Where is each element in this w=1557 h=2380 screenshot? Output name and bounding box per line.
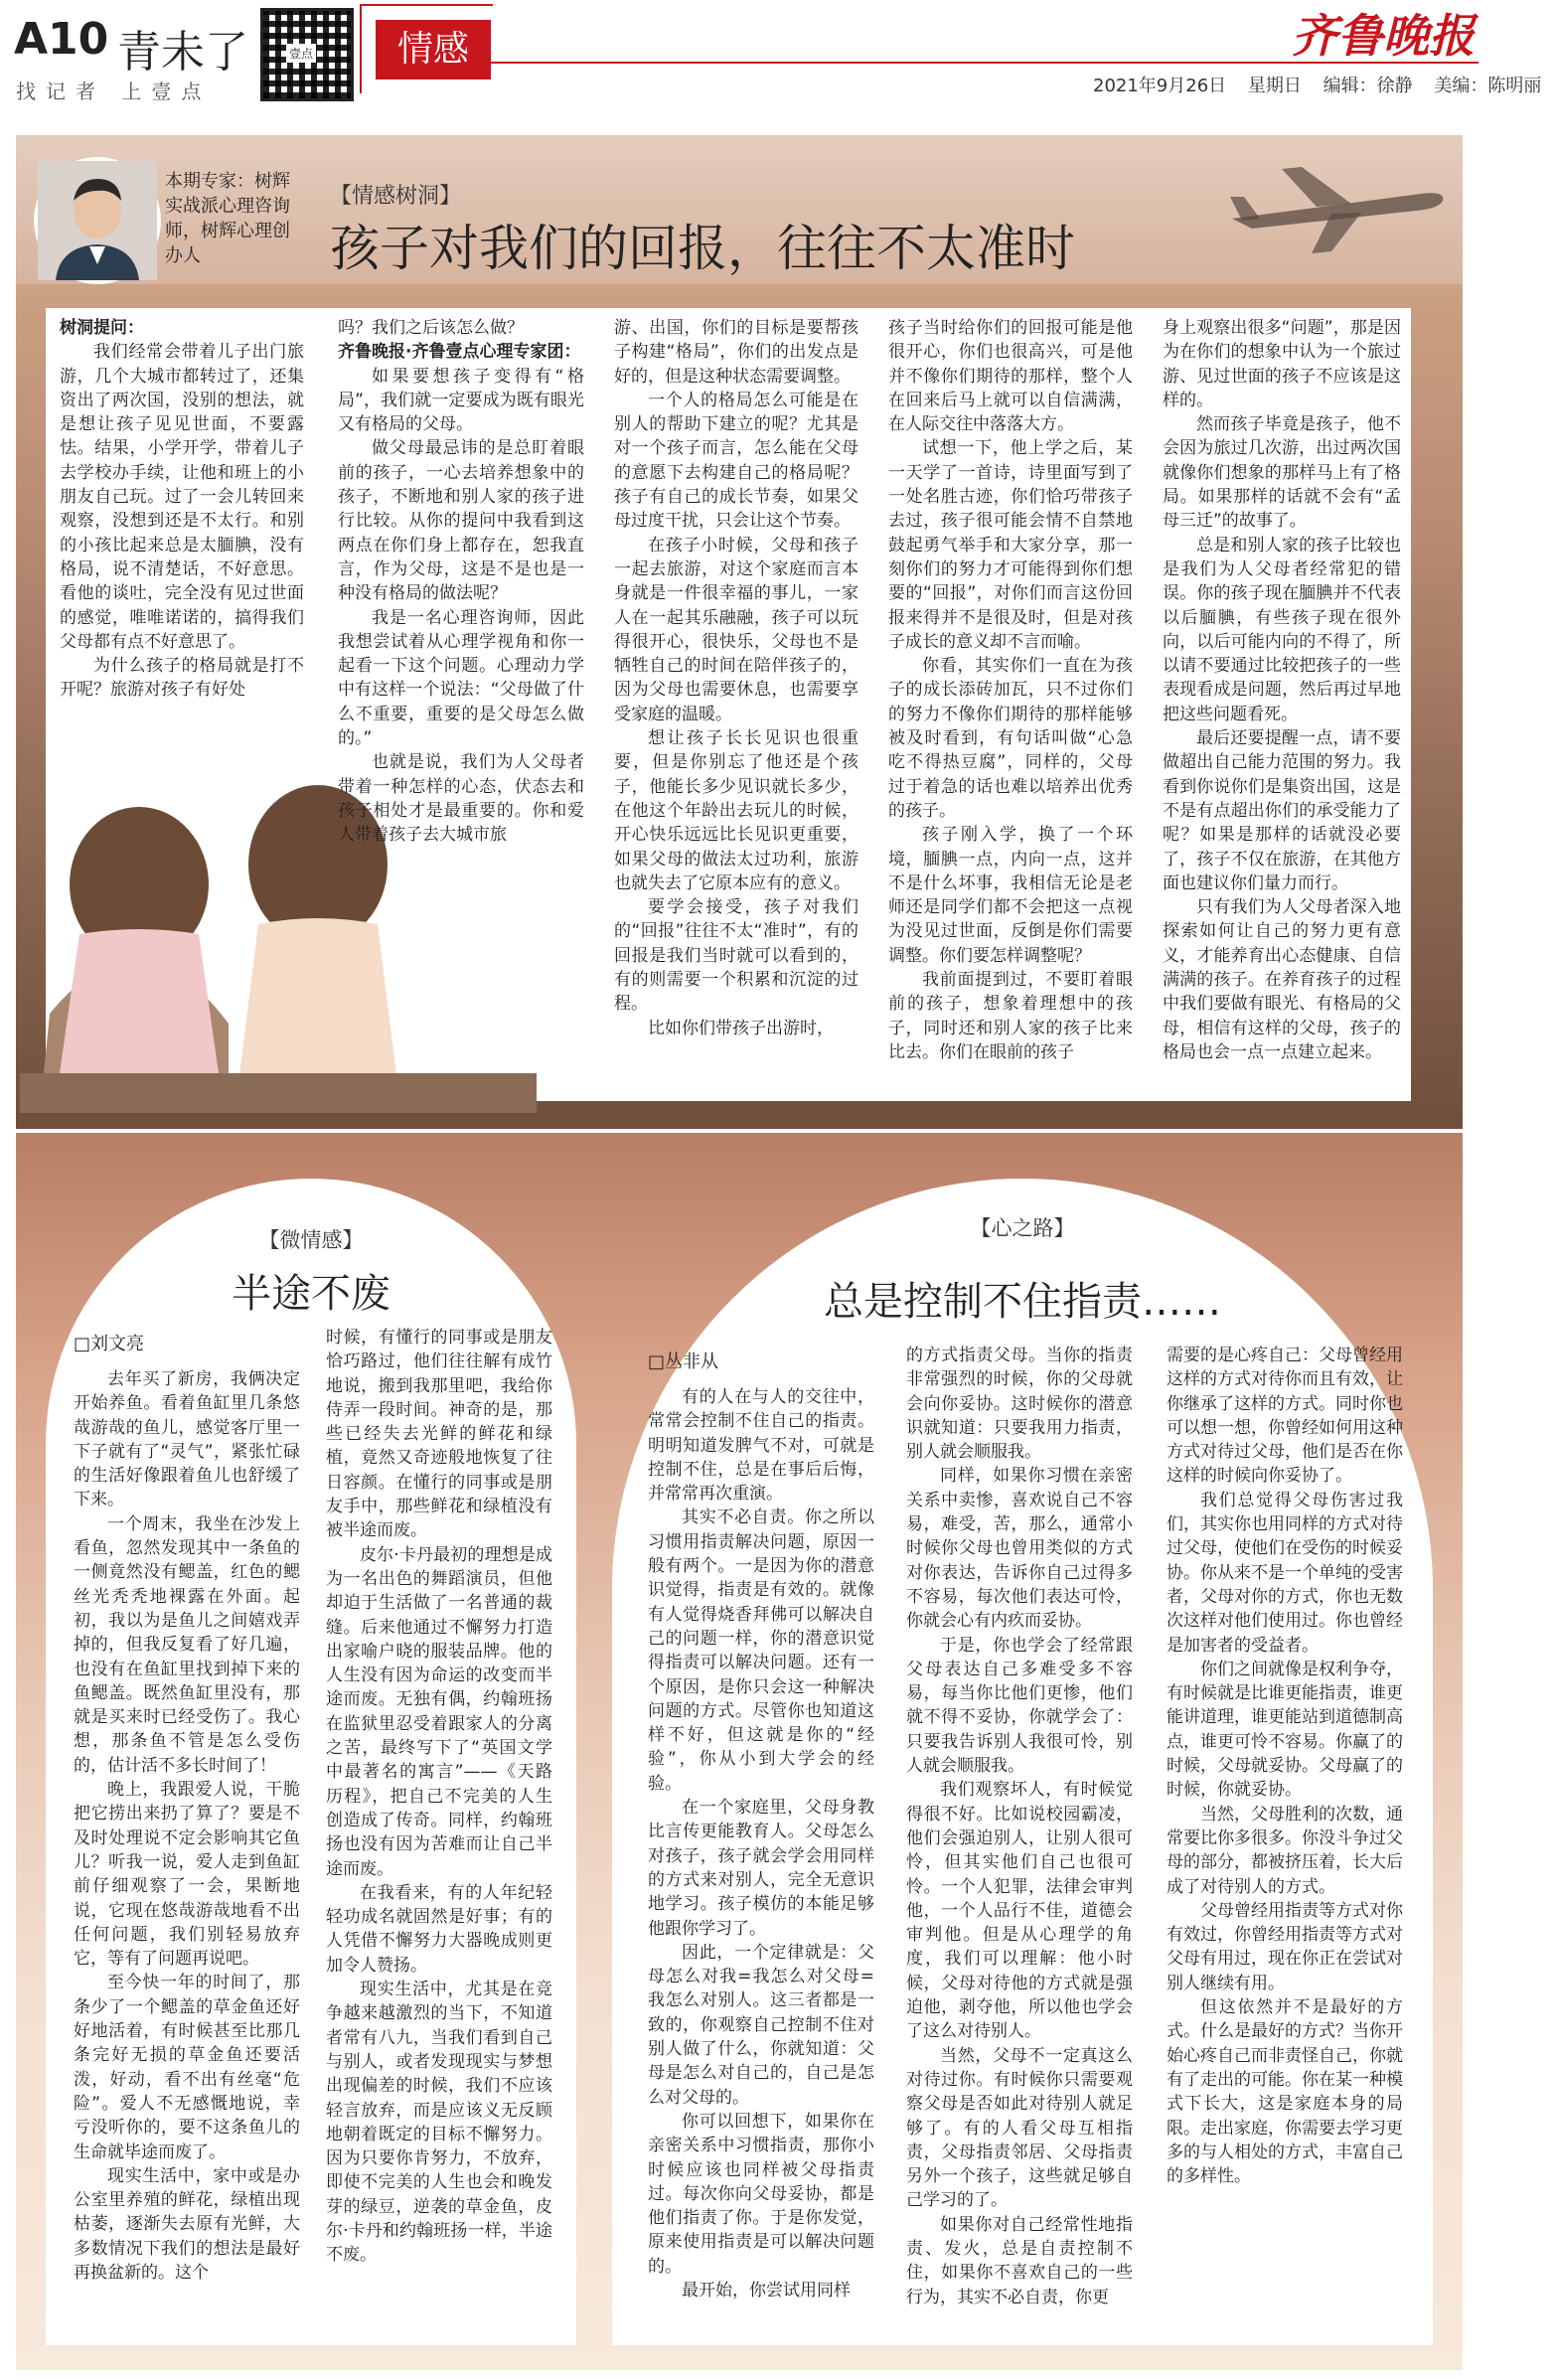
paragraph: 孩子当时给你们的回报可能是他很开心，你们也很高兴，可是他并不像你们期待的那样，整个人在回来后马上就可以自信满满，在人际交往中落落大方。 xyxy=(888,318,1133,435)
feature-column-3 xyxy=(614,316,858,1091)
story-b-column-1 xyxy=(648,1385,874,2321)
paragraph: 至今快一年的时间了，那条少了一个鳃盖的草金鱼还好好地活着，有时候甚至比那几条完好无损的草金鱼还要活泼，好动，看不出有丝毫“危险”。爱人不无感慨地说，幸亏没听你的，要不这条鱼儿的生命就毕途而废了。 xyxy=(74,1973,300,2162)
paragraph: 其实不必自责。你之所以习惯用指责解决问题，原因一般有两个。一是因为你的潜意识觉得，指责是有效的。就像有人觉得烧香拜佛可以解决自己的问题一样，你的潜意识觉得指责可以解决问题。还有一个原因，是你只会这一种解决问题的方式。尽管你也知道这样不好，但这就是你的“经验”，你从小到大学会的经验。 xyxy=(648,1507,874,1794)
paragraph: 你看，其实你们一直在为孩子的成长添砖加瓦，只不过你们的努力不像你们期待的那样能够被及时看到，有句话叫做“心急吃不得热豆腐”，同样的，父母过于着急的话也难以培养出优秀的孩子。 xyxy=(888,656,1133,821)
paragraph: 游、出国，你们的目标是要帮孩子构建“格局”，你们的出发点是好的，但是这种状态需要调整。 xyxy=(614,318,858,387)
paragraph: 时候，有懂行的同事或是朋友恰巧路过，他们往往解有成竹地说，搬到我那里吧，我给你侍弄一段时间。神奇的是，那些已经失去光鲜的鲜花和绿植，竟然又奇迹般地恢复了往日容颜。在懂行的同事或是朋友手中，那些鲜花和绿植没有被半途而废。 xyxy=(326,1328,552,1541)
issue-info xyxy=(1093,72,1557,97)
paragraph: 因此，一个定律就是：父母怎么对我=我怎么对父母=我怎么对别人。这三者都是一致的，你观察自己控制不住对别人做了什么，你就知道：父母是怎么对自己的，自己是怎么对父母的。 xyxy=(648,1942,874,2108)
page-header xyxy=(0,0,1542,139)
story-b-byline: □丛非从 xyxy=(648,1351,719,1372)
paragraph: 我们经常会带着儿子出门旅游，几个大城市都转过了，还集资出了两次国，没别的想法，就是想让孩子见见世面，不要露怯。结果，小学开学，带着儿子去学校办手续，让他和班上的小朋友自己玩。过了一会儿转回来观察，没想到还是不太行。和别的小孩比起来总是太腼腆，没有格局，说不清楚话，不好意思。看他的谈吐，完全没有见过世面的感觉，唯唯诺诺的，搞得我们父母都有点不好意思了。 xyxy=(60,342,304,652)
paragraph: 想让孩子长长见识也很重要，但是你别忘了他还是个孩子，他能长多少见识就长多少，在他这个年龄出去玩儿的时候，开心快乐远远比长见识更重要，如果父母的做法太过功利，旅游也就失去了它原本应有的意义。 xyxy=(614,728,858,893)
paragraph: 但这依然并不是最好的方式。什么是最好的方式？当你开始心疼自己而非责怪自己，你就有了走出的可能。你在某一种模式下长大，这是家庭本身的局限。走出家庭，你需要去学习更多的与人相处的方式，丰富自己的多样性。 xyxy=(1167,1997,1403,2187)
paragraph: 我前面提到过，不要盯着眼前的孩子，想象着理想中的孩子，同时还和别人家的孩子比来比去。你们在眼前的孩子 xyxy=(888,970,1133,1062)
paragraph: 试想一下，他上学之后，某一天学了一首诗，诗里面写到了一处名胜古迹，你们恰巧带孩子去过，孩子很可能会情不自禁地鼓起勇气举手和大家分享，那一刻你们的努力才可能得到你们想要的“回报”，对你们而言这份回报来得并不是很及时，但是对孩子成长的意义却不言而喻。 xyxy=(888,438,1133,652)
paragraph: 我们总觉得父母伤害过我们，其实你也用同样的方式对待过父母，使他们在受伤的时候妥协。你从来不是一个单纯的受害者，父母对你的方式，你也无数次这样对他们使用过。你也曾经是加害者的受益者。 xyxy=(1167,1490,1403,1656)
section-slogan: 找记者 上壹点 xyxy=(16,79,212,103)
paragraph: 最后还要提醒一点，请不要做超出自己能力范围的努力。我看到你说你们是集资出国，这是不是有点超出你们的承受能力了呢？如果是那样的话就没必要了，孩子不仅在旅游，在其他方面也建议你们量力而行。 xyxy=(1163,728,1401,893)
story-a-column-1 xyxy=(74,1367,300,2321)
paragraph: 在我看来，有的人年纪轻轻功成名就固然是好事；有的人凭借不懈努力大器晚成则更加令人赞扬。 xyxy=(326,1882,552,1976)
story-a-column-2 xyxy=(326,1326,552,2321)
story-a-title: 半途不废 xyxy=(232,1271,390,1317)
feature-column-2 xyxy=(338,316,584,1091)
paragraph: 现实生活中，尤其是在竞争越来越激烈的当下，不知道者常有八九，当我们看到自己与别人，或者发现现实与梦想出现偏差的时候，我们不应该轻言放弃，而是应该义无反顾地朝着既定的目标不懈努力。因为只要你肯努力，不放弃，即使不完美的人生也会和晚发芽的绿豆，逆袭的草金鱼，皮尔·卡丹和约翰班扬一样，半途不废。 xyxy=(326,1980,552,2266)
column-tag: 【情感树洞】 xyxy=(330,184,462,209)
paragraph: 于是，你也学会了经常跟父母表达自己多难受多不容易，每当你比他们更惨，他们就不得不妥协，你就学会了：只要我告诉别人我很可怜，别人就会顺服我。 xyxy=(906,1635,1133,1777)
paragraph: 需要的是心疼自己：父母曾经用这样的方式对待你而且有效，让你继承了这样的方式。同时你也可以想一想，你曾经如何用这种方式对待过父母，他们是否在你这样的时候向你妥协了。 xyxy=(1167,1346,1403,1487)
paragraph: 只有我们为人父母者深入地探索如何让自己的努力更有意义，才能养育出心态健康、自信满满的孩子。在养育孩子的过程中我们要做有眼光、有格局的父母，相信有这样的父母，孩子的格局也会一点一点建立起来。 xyxy=(1163,897,1401,1062)
feature-column-4 xyxy=(888,316,1133,1091)
paragraph: 一个人的格局怎么可能是在别人的帮助下建立的呢？尤其是对一个孩子而言，怎么能在父母的意愿下去构建自己的格局呢？孩子有自己的成长节奏，如果父母过度干扰，只会让这个节奏。 xyxy=(614,390,858,532)
paragraph: 要学会接受，孩子对我们的“回报”往往不太“准时”，有的回报是我们当时就可以看到的，有的则需要一个积累和沉淀的过程。 xyxy=(614,897,858,1015)
paragraph: 你们之间就像是权利争夺，有时候就是比谁更能指责，谁更能讲道理，谁更能站到道德制高点，谁更可怜不容易。你赢了的时候，父母就妥协。父母赢了的时候，你就妥协。 xyxy=(1167,1659,1403,1801)
expert-intro: 本期专家：树辉实战派心理咨询师，树辉心理创办人 xyxy=(165,171,290,266)
paragraph: 去年买了新房，我俩决定开始养鱼。看着鱼缸里几条悠哉游哉的鱼儿，感觉客厅里一下子就有了“灵气”，紧张忙碌的生活好像跟着鱼儿也舒缓了下来。 xyxy=(74,1369,300,1510)
designer-credit: 美编：陈明丽 xyxy=(1434,76,1542,96)
paragraph: 然而孩子毕竟是孩子，他不会因为旅过几次游，出过两次国就像你们想象的那样马上有了格局。如果那样的话就不会有“孟母三迁”的故事了。 xyxy=(1163,414,1401,532)
newspaper-logo: 齐鲁晚报 xyxy=(1292,9,1475,63)
paragraph: 身上观察出很多“问题”，那是因为在你们的想象中认为一个旅过游、见过世面的孩子不应该是这样的。 xyxy=(1163,318,1401,410)
paragraph: 有的人在与人的交往中，常常会控制不住自己的指责。明明知道发脾气不对，可就是控制不住，总是在事后后悔，并常常再次重演。 xyxy=(648,1387,874,1505)
paragraph: 孩子刚入学，换了一个环境，腼腆一点，内向一点，这并不是什么坏事，我相信无论是老师还是同学们都不会把这一点视为没见过世面，反倒是你们需要调整。你们要怎样调整呢？ xyxy=(888,825,1133,966)
story-a-byline: □刘文亮 xyxy=(74,1334,145,1354)
paragraph: 在孩子小时候，父母和孩子一起去旅游，对这个家庭而言本身就是一件很幸福的事儿，一家人在一起其乐融融，孩子可以玩得很开心，很快乐，父母也不是牺牲自己的时间在陪伴孩子的，因为父母也需要休息，也需要享受家庭的温暖。 xyxy=(614,535,858,724)
story-b-tag: 【心之路】 xyxy=(970,1216,1075,1240)
paragraph: 现实生活中，家中或是办公室里养殖的鲜花，绿植出现枯萎，逐渐失去原有光鲜，大多数情况下我们的想法是最好再换盆新的。这个 xyxy=(74,2165,300,2283)
paragraph: 一个周末，我坐在沙发上看鱼，忽然发现其中一条鱼的一侧竟然没有鳃盖，红色的鳃丝光秃秃地裸露在外面。起初，我以为是鱼儿之间嬉戏弄掉的，但我反复看了好几遍，也没有在鱼缸里找到掉下来的鱼鳃盖。既然鱼缸里没有，那就是买来时已经受伤了。我心想，那条鱼不管是怎么受伤的，估计活不多长时间了！ xyxy=(74,1513,300,1776)
paragraph: 皮尔·卡丹最初的理想是成为一名出色的舞蹈演员，但他却迫于生活做了一名普通的裁缝。后来他通过不懈努力打造出家喻户晓的服装品牌。他的人生没有因为命运的改变而半途而废。无独有偶，约翰班扬在监狱里忍受着跟家人的分离之苦，最终写下了“英国文学中最著名的寓言”——《天路历程》，把自己不完美的人生创造成了传奇。同样，约翰班扬也没有因为苦难而让自己半途而废。 xyxy=(326,1544,552,1879)
paragraph: 我是一名心理咨询师，因此我想尝试着从心理学视角和你一起看一下这个问题。心理动力学中有这样一个说法：“父母做了什么不重要，重要的是父母怎么做的。” xyxy=(338,607,584,749)
paragraph: 比如你们带孩子出游时， xyxy=(648,1018,834,1038)
paragraph: 父母曾经用指责等方式对你有效过，你曾经用指责等方式对父母有用过，现在你正在尝试对别人继续有用。 xyxy=(1167,1900,1403,1993)
paragraph: 为什么孩子的格局就是打不开呢？旅游对孩子有好处 xyxy=(60,656,304,701)
paragraph: 如果你对自己经常性地指责、发火，总是自责控制不住，如果你不喜欢自己的一些行为，其实不必自责，你更 xyxy=(906,2214,1133,2307)
paragraph: 也就是说，我们为人父母者带着一种怎样的心态，伏态去和孩子相处才是最重要的。你和爱人带着孩子去大城市旅 xyxy=(338,752,584,846)
paragraph: 最开始，你尝试用同样 xyxy=(682,2280,851,2301)
expert-avatar xyxy=(34,157,161,284)
paragraph: 做父母最忌讳的是总盯着眼前的孩子，一心去培养想象中的孩子，不断地和别人家的孩子进行比较。从你的提问中我看到这两点在你们身上都存在，恕我直言，作为父母，这是不是也是一种没有格局的做法呢？ xyxy=(338,438,584,604)
story-b-title: 总是控制不住指责…… xyxy=(824,1279,1221,1325)
feature-column-1 xyxy=(60,316,304,714)
paragraph: 同样，如果你习惯在亲密关系中卖惨，喜欢说自己不容易，难受，苦，那么，通常小时候你父母也曾用类似的方式对你表达，告诉你自己过得多不容易，每次他们表达可怜，你就会心有内疚而妥协。 xyxy=(906,1466,1133,1632)
page-code: A10 xyxy=(14,14,109,65)
issue-date: 2021年9月26日 xyxy=(1093,76,1227,96)
story-b-column-3 xyxy=(1167,1344,1403,2321)
paragraph: 总是和别人家的孩子比较也是我们为人父母者经常犯的错误。你的孩子现在腼腆并不代表以后腼腆，有些孩子现在很外向，以后可能内向的不得了，所以请不要通过比较把孩子的一些表现看成是问题，然后再过早地把这些问题看死。 xyxy=(1163,535,1401,724)
paragraph: 你可以回想下，如果你在亲密关系中习惯指责，那你小时候应该也同样被父母指责过。每次你向父母妥协，都是他们指责了你。于是你发觉，原来使用指责是可以解决问题的。 xyxy=(648,2111,874,2277)
story-b-column-2 xyxy=(906,1344,1133,2321)
feature-title: 孩子对我们的回报，往往不太准时 xyxy=(330,220,1075,277)
paragraph: 如果要想孩子变得有“格局”，我们就一定要成为既有眼光又有格局的父母。 xyxy=(338,366,584,435)
section-tag: 情感 xyxy=(376,20,491,79)
story-a-tag: 【微情感】 xyxy=(258,1228,364,1252)
feature-column-5 xyxy=(1163,316,1401,1091)
paragraph: 吗？我们之后该怎么做？ xyxy=(338,318,524,338)
paragraph: 我们观察坏人，有时候觉得很不好。比如说校园霸凌，他们会强迫别人，让别人很可怜，但其实他们自己也很可怜。一个人犯罪，法律会审判他，一个人品行不佳，道德会审判他。但是从心理学的角度，我们可以理解：他小时候，父母对待他的方式就是强迫他，剥夺他，所以他也学会了这么对待别人。 xyxy=(906,1780,1133,2042)
expert-team-label: 齐鲁晚报·齐鲁壹点心理专家团： xyxy=(338,342,581,363)
airplane-icon xyxy=(1222,149,1451,268)
qr-label: 壹点 xyxy=(286,44,316,63)
editor-credit: 编辑：徐静 xyxy=(1323,76,1413,96)
issue-weekday: 星期日 xyxy=(1247,76,1302,96)
section-name: 青未了 xyxy=(117,27,248,78)
question-label: 树洞提问： xyxy=(60,318,144,338)
paragraph: 当然，父母胜利的次数，通常要比你多很多。你没斗争过父母的部分，都被挤压着，长大后成了对待别人的方式。 xyxy=(1167,1804,1403,1897)
paragraph: 晚上，我跟爱人说，干脆把它捞出来扔了算了？要是不及时处理说不定会影响其它鱼儿？听我一说，爱人走到鱼缸前仔细观察了一会，果断地说，它现在悠哉游哉地看不出任何问题，我们别轻易放弃它，等有了问题再说吧。 xyxy=(74,1780,300,1970)
paragraph: 在一个家庭里，父母身教比言传更能教育人。父母怎么对孩子，孩子就会学会用同样的方式来对别人，完全无意识地学习。孩子模仿的本能足够他跟你学习了。 xyxy=(648,1798,874,1939)
paragraph: 当然，父母不一定真这么对待过你。有时候你只需要观察父母是否如此对待别人就足够了。有的人看父母互相指责，父母指责邻居、父母指责另外一个孩子，这些就足够自己学习的了。 xyxy=(906,2045,1133,2211)
paragraph: 的方式指责父母。当你的指责非常强烈的时候，你的父母就会向你妥协。这时候你的潜意识就知道：只要我用力指责，别人就会顺服我。 xyxy=(906,1346,1133,1463)
